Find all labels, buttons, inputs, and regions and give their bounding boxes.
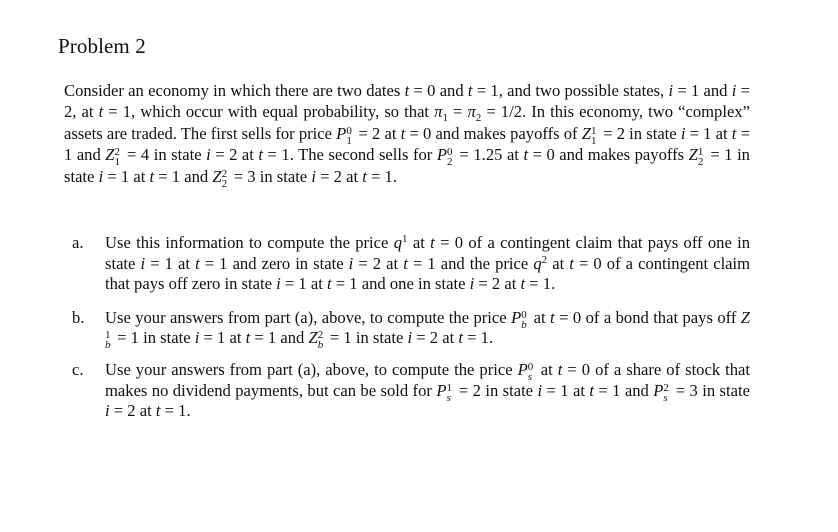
- part-b-label: b.: [72, 307, 85, 327]
- problem-intro-paragraph: Consider an economy in which there are two dates t = 0 and t = 1, and two possible states, i = 1 and i = 2, at t = 1, which occur with equal probability, so that $\pi_1 = \pi_2 = 1/2$. In this economy, two “complex” assets are traded. The first sells for price P 0 1 = 2 at t = 0 and makes payoffs of Z 1 1 = 2 in state i = 1 at t = 1 and Z 2 1 = 4 in state i = 2 at t = 1. The second sells for P 0 2 = 1.25 at t = 0 and makes payoffs Z 1 2 = 1 in state i = 1 at t = 1 and Z 2 2 = 3 in state i = 2 at t = 1.: [64, 81, 750, 190]
- part-a-label: a.: [72, 233, 84, 252]
- part-a: a. Use this information to compute the price $q^1$ at t = 0 of a contingent claim that pays off one in state i = 1 at t = 1 and zero in state i = 2 at t = 1 and the price $q^2$ at t = 0 of a contingent claim that pays off zero in state i = 1 at t = 1 and one in state i = 2 at t = 1.: [72, 233, 751, 293]
- part-c-label: c.: [72, 360, 84, 379]
- part-b: b. Use your answers from part (a), above, to compute the price P 0 b at t = 0 of a bond that pays off Z 1 b = 1 in state i = 1 at t = 1 and Z 2 b = 1 in state i = 2 at t = 1.: [72, 307, 751, 351]
- problem-title: Problem 2: [58, 34, 146, 58]
- part-c: c. Use your answers from part (a), above, to compute the price P 0 s at t = 0 of a share of stock that makes no dividend payments, but can be sold for P 1 s = 2 in state i = 1 at t = 1 and P 2 s = 3 in state i = 2 at t = 1.: [72, 360, 751, 420]
- problem-parts-list: [72, 233, 750, 422]
